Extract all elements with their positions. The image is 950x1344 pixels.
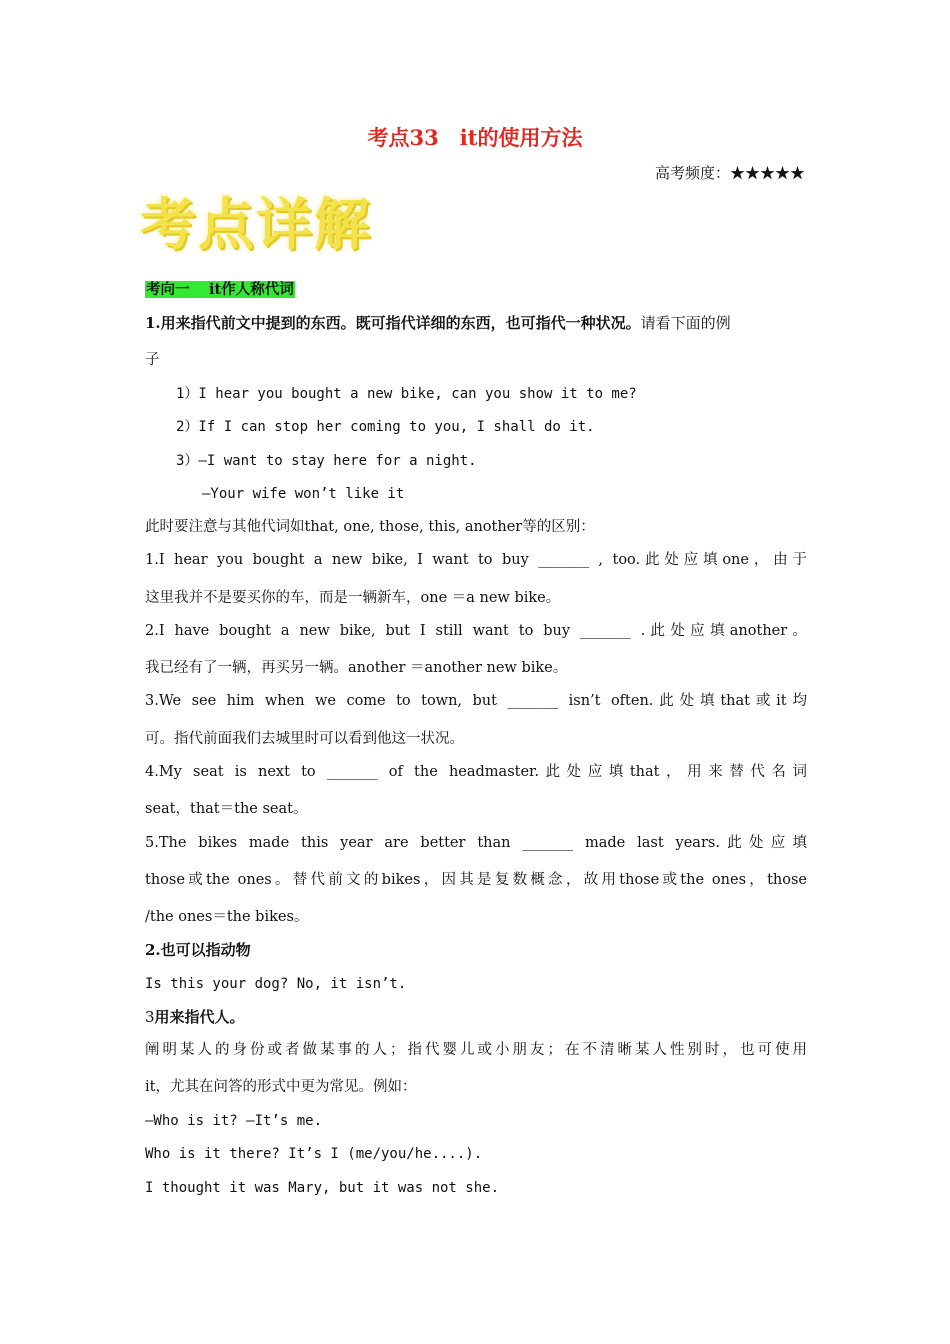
point-3-example-2: Who is it there? It’s I (me/you/he....).	[145, 1146, 483, 1162]
item-5-line-2: those或the ones。替代前文的bikes，因其是复数概念，故用those或the ones，those	[145, 872, 807, 888]
note-text: 此时要注意与其他代词如that, one, those, this, another等的区别：	[145, 519, 595, 535]
item-5-line-1: 5.The bikes made this year are better than _______ made last years.此处应填	[145, 835, 807, 851]
point-3-example-1: —Who is it? —It’s me.	[145, 1113, 323, 1129]
item-2-line-1: 2.I have bought a new bike, but I still want to buy _______ .此处应填another。	[145, 623, 807, 639]
point-2-heading: 2.也可以指动物	[145, 941, 251, 959]
item-2-line-2: 我已经有了一辆，再买另一辆。another ＝another new bike。	[145, 660, 568, 676]
point-3-number: 3	[145, 1008, 155, 1026]
section-banner	[140, 190, 380, 260]
point-3-line-2: it，尤其在问答的形式中更为常见。例如：	[145, 1079, 417, 1095]
point-2-example: Is this your dog? No, it isn’t.	[145, 976, 407, 992]
example-3: 3）—I want to stay here for a night.	[176, 453, 477, 469]
example-2: 2）If I can stop her coming to you, I shall do it.	[176, 419, 595, 435]
section-heading-highlight: 考向一 it作人称代词	[146, 281, 294, 298]
item-1-line-2: 这里我并不是要买你的车，而是一辆新车，one ＝a new bike。	[145, 590, 561, 606]
page-title: 考点33 it的使用方法	[367, 125, 583, 150]
example-1: 1）I hear you bought a new bike, can you show it to me?	[176, 386, 637, 402]
point-1-bold: 1.用来指代前文中提到的东西。既可指代详细的东西，也可指代一种状况。	[145, 314, 641, 332]
item-3-line-2: 可。指代前面我们去城里时可以看到他这一状况。	[145, 731, 464, 747]
exam-frequency: 高考频度：★★★★★	[654, 164, 805, 182]
point-3-title: 用来指代人。	[154, 1008, 245, 1026]
point-3-example-3: I thought it was Mary, but it was not she.	[145, 1180, 500, 1196]
point-3-heading	[145, 1007, 807, 1027]
point-3-line-1: 阐明某人的身份或者做某事的人；指代婴儿或小朋友；在不清晰某人性别时，也可使用	[145, 1042, 807, 1058]
point-1	[145, 313, 807, 333]
point-1-cont: 子	[145, 352, 160, 368]
banner-text: 考点详解	[140, 192, 372, 258]
item-5-line-3: /the ones＝the bikes。	[145, 909, 309, 925]
point-1-rest: 请看下面的例	[640, 314, 731, 332]
example-3-reply: —Your wife won’t like it	[202, 486, 405, 502]
item-3-line-1: 3.We see him when we come to town, but _______ isn’t often.此处填that或it均	[145, 693, 807, 709]
item-4-line-2: seat，that＝the seat。	[145, 801, 308, 817]
item-4-line-1: 4.My seat is next to _______ of the headmaster.此处应填that，用来替代名词	[145, 764, 807, 780]
section-heading	[145, 280, 807, 300]
item-1-line-1: 1.I hear you bought a new bike, I want to buy _______ , too.此处应填one，由于	[145, 552, 807, 568]
